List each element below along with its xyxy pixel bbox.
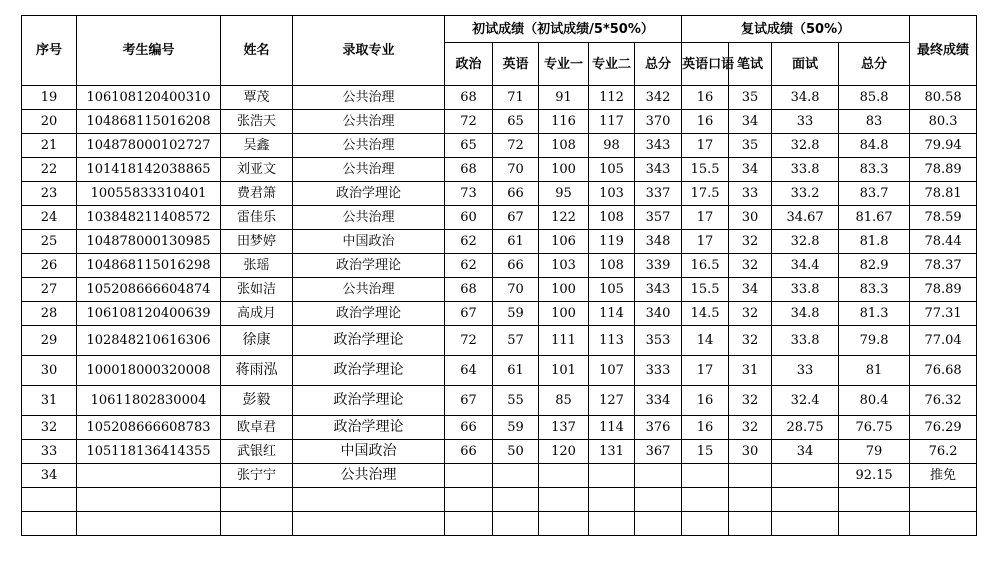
cell-english: 65 — [493, 110, 539, 134]
header-prelim-total: 总分 — [635, 43, 682, 86]
empty-row — [22, 512, 977, 536]
cell-oral-english: 16 — [682, 86, 729, 110]
cell-major1: 91 — [539, 86, 589, 110]
cell-politics: 62 — [445, 230, 493, 254]
cell-exam-id — [77, 464, 221, 488]
cell-english — [493, 464, 539, 488]
cell-interview: 33.2 — [772, 182, 839, 206]
cell-english: 66 — [493, 254, 539, 278]
header-written: 笔试 — [729, 43, 772, 86]
header-major: 录取专业 — [293, 16, 445, 86]
cell-retest-total: 84.8 — [839, 134, 910, 158]
cell-retest-total: 83.3 — [839, 158, 910, 182]
table-row — [22, 464, 977, 488]
cell-retest-total: 92.15 — [839, 464, 910, 488]
table-row — [22, 158, 977, 182]
cell-exam-id: 104868115016298 — [77, 254, 221, 278]
cell-interview: 34.67 — [772, 206, 839, 230]
cell-written: 34 — [729, 158, 772, 182]
cell-seq: 29 — [22, 326, 77, 356]
cell-seq: 24 — [22, 206, 77, 230]
cell-prelim-total: 370 — [635, 110, 682, 134]
cell-retest-total: 79 — [839, 440, 910, 464]
table-row — [22, 206, 977, 230]
cell-english: 61 — [493, 356, 539, 386]
cell-major1: 111 — [539, 326, 589, 356]
cell-exam-id: 105208666604874 — [77, 278, 221, 302]
cell-final: 78.59 — [910, 206, 977, 230]
cell-major2: 103 — [589, 182, 635, 206]
cell-prelim-total: 376 — [635, 416, 682, 440]
cell-retest-total: 76.75 — [839, 416, 910, 440]
cell-english: 55 — [493, 386, 539, 416]
cell-final: 76.68 — [910, 356, 977, 386]
cell-name: 张如洁 — [221, 278, 293, 302]
cell-politics: 67 — [445, 302, 493, 326]
cell-major: 公共治理 — [293, 464, 445, 488]
header-name: 姓名 — [221, 16, 293, 86]
cell-final: 78.37 — [910, 254, 977, 278]
cell-oral-english: 15.5 — [682, 158, 729, 182]
table-row — [22, 182, 977, 206]
cell-english: 66 — [493, 182, 539, 206]
cell-major: 政治学理论 — [293, 182, 445, 206]
table-row — [22, 326, 977, 356]
cell-seq: 30 — [22, 356, 77, 386]
cell-english: 57 — [493, 326, 539, 356]
cell-exam-id: 103848211408572 — [77, 206, 221, 230]
cell-oral-english: 16 — [682, 416, 729, 440]
cell-exam-id: 104878000102727 — [77, 134, 221, 158]
cell-seq: 23 — [22, 182, 77, 206]
cell-oral-english: 16.5 — [682, 254, 729, 278]
cell-major2: 127 — [589, 386, 635, 416]
cell-interview: 33.8 — [772, 278, 839, 302]
cell-major: 政治学理论 — [293, 386, 445, 416]
cell-prelim-total: 337 — [635, 182, 682, 206]
cell-name: 高成月 — [221, 302, 293, 326]
cell-final: 77.04 — [910, 326, 977, 356]
cell-politics: 72 — [445, 326, 493, 356]
cell-politics: 65 — [445, 134, 493, 158]
table-row — [22, 440, 977, 464]
table-row — [22, 86, 977, 110]
cell-politics: 68 — [445, 86, 493, 110]
cell-written: 32 — [729, 230, 772, 254]
cell-english: 67 — [493, 206, 539, 230]
cell-politics: 60 — [445, 206, 493, 230]
cell-interview: 32.8 — [772, 230, 839, 254]
header-retest-group: 复试成绩（50%） — [682, 16, 910, 43]
cell-interview: 33 — [772, 356, 839, 386]
cell-name: 蒋雨泓 — [221, 356, 293, 386]
cell-seq: 34 — [22, 464, 77, 488]
cell-major2: 105 — [589, 158, 635, 182]
cell-retest-total: 83.3 — [839, 278, 910, 302]
cell-final: 76.29 — [910, 416, 977, 440]
cell-major: 公共治理 — [293, 134, 445, 158]
cell-prelim-total: 334 — [635, 386, 682, 416]
cell-written: 32 — [729, 326, 772, 356]
cell-major1: 100 — [539, 278, 589, 302]
cell-written: 32 — [729, 302, 772, 326]
admission-score-table — [21, 15, 977, 536]
cell-written: 33 — [729, 182, 772, 206]
cell-final: 推免 — [910, 464, 977, 488]
cell-major2: 114 — [589, 416, 635, 440]
cell-politics: 64 — [445, 356, 493, 386]
cell-exam-id: 106108120400639 — [77, 302, 221, 326]
cell-major1: 95 — [539, 182, 589, 206]
table-row — [22, 134, 977, 158]
cell-name: 张瑶 — [221, 254, 293, 278]
table-row — [22, 386, 977, 416]
cell-major2: 113 — [589, 326, 635, 356]
cell-prelim-total: 367 — [635, 440, 682, 464]
table-row — [22, 230, 977, 254]
cell-seq: 27 — [22, 278, 77, 302]
cell-seq: 20 — [22, 110, 77, 134]
header-seq: 序号 — [22, 16, 77, 86]
cell-name: 欧卓君 — [221, 416, 293, 440]
cell-english: 72 — [493, 134, 539, 158]
cell-politics: 68 — [445, 278, 493, 302]
cell-exam-id: 101418142038865 — [77, 158, 221, 182]
cell-oral-english: 16 — [682, 386, 729, 416]
cell-final: 80.58 — [910, 86, 977, 110]
cell-interview: 28.75 — [772, 416, 839, 440]
table-body — [22, 86, 977, 536]
cell-exam-id: 104878000130985 — [77, 230, 221, 254]
cell-politics — [445, 464, 493, 488]
cell-oral-english: 17 — [682, 356, 729, 386]
cell-name: 张浩天 — [221, 110, 293, 134]
cell-interview: 32.8 — [772, 134, 839, 158]
cell-prelim-total: 343 — [635, 278, 682, 302]
cell-major1: 137 — [539, 416, 589, 440]
cell-written: 34 — [729, 110, 772, 134]
cell-major: 中国政治 — [293, 440, 445, 464]
cell-final: 76.2 — [910, 440, 977, 464]
cell-oral-english: 15 — [682, 440, 729, 464]
cell-exam-id: 105208666608783 — [77, 416, 221, 440]
cell-english: 59 — [493, 302, 539, 326]
cell-major1: 122 — [539, 206, 589, 230]
cell-major2: 114 — [589, 302, 635, 326]
cell-major: 公共治理 — [293, 206, 445, 230]
cell-prelim-total: 339 — [635, 254, 682, 278]
cell-name: 雷佳乐 — [221, 206, 293, 230]
cell-interview: 33.8 — [772, 158, 839, 182]
cell-written: 35 — [729, 134, 772, 158]
cell-major2: 107 — [589, 356, 635, 386]
cell-oral-english — [682, 464, 729, 488]
cell-written: 31 — [729, 356, 772, 386]
cell-retest-total: 83.7 — [839, 182, 910, 206]
cell-retest-total: 81.8 — [839, 230, 910, 254]
cell-final: 78.81 — [910, 182, 977, 206]
cell-interview: 34.4 — [772, 254, 839, 278]
header-interview: 面试 — [772, 43, 839, 86]
cell-retest-total: 80.4 — [839, 386, 910, 416]
table-row — [22, 302, 977, 326]
cell-name: 刘亚文 — [221, 158, 293, 182]
cell-interview — [772, 464, 839, 488]
cell-major1: 100 — [539, 158, 589, 182]
cell-exam-id: 10611802830004 — [77, 386, 221, 416]
cell-english: 70 — [493, 158, 539, 182]
cell-prelim-total: 348 — [635, 230, 682, 254]
cell-politics: 66 — [445, 440, 493, 464]
cell-retest-total: 79.8 — [839, 326, 910, 356]
cell-politics: 72 — [445, 110, 493, 134]
cell-name: 田梦婷 — [221, 230, 293, 254]
cell-major1: 100 — [539, 302, 589, 326]
cell-major: 公共治理 — [293, 110, 445, 134]
header-exam-id: 考生编号 — [77, 16, 221, 86]
cell-major2: 98 — [589, 134, 635, 158]
cell-final: 80.3 — [910, 110, 977, 134]
cell-written: 32 — [729, 416, 772, 440]
cell-name: 张宁宁 — [221, 464, 293, 488]
cell-name: 徐康 — [221, 326, 293, 356]
cell-major: 政治学理论 — [293, 326, 445, 356]
cell-major2: 131 — [589, 440, 635, 464]
header-prelim-group: 初试成绩（初试成绩/5*50%） — [445, 16, 682, 43]
cell-major2: 117 — [589, 110, 635, 134]
cell-oral-english: 17 — [682, 230, 729, 254]
cell-interview: 34 — [772, 440, 839, 464]
cell-seq: 28 — [22, 302, 77, 326]
cell-written: 32 — [729, 254, 772, 278]
cell-major1: 106 — [539, 230, 589, 254]
cell-interview: 34.8 — [772, 302, 839, 326]
cell-written: 30 — [729, 206, 772, 230]
cell-seq: 19 — [22, 86, 77, 110]
cell-retest-total: 81.67 — [839, 206, 910, 230]
cell-retest-total: 81 — [839, 356, 910, 386]
cell-name: 费君箫 — [221, 182, 293, 206]
cell-major1 — [539, 464, 589, 488]
cell-seq: 31 — [22, 386, 77, 416]
cell-major1: 103 — [539, 254, 589, 278]
cell-oral-english: 17 — [682, 134, 729, 158]
header-retest-total: 总分 — [839, 43, 910, 86]
cell-exam-id: 106108120400310 — [77, 86, 221, 110]
cell-major1: 85 — [539, 386, 589, 416]
header-final: 最终成绩 — [910, 16, 977, 86]
cell-exam-id: 10055833310401 — [77, 182, 221, 206]
cell-exam-id: 102848210616306 — [77, 326, 221, 356]
cell-major: 政治学理论 — [293, 254, 445, 278]
cell-written: 35 — [729, 86, 772, 110]
header-politics: 政治 — [445, 43, 493, 86]
cell-seq: 32 — [22, 416, 77, 440]
empty-row — [22, 488, 977, 512]
cell-oral-english: 16 — [682, 110, 729, 134]
header-oral-english: 英语口语 — [682, 43, 729, 86]
cell-seq: 26 — [22, 254, 77, 278]
cell-politics: 73 — [445, 182, 493, 206]
cell-prelim-total: 343 — [635, 134, 682, 158]
cell-prelim-total — [635, 464, 682, 488]
cell-major1: 120 — [539, 440, 589, 464]
cell-retest-total: 85.8 — [839, 86, 910, 110]
cell-final: 76.32 — [910, 386, 977, 416]
cell-major: 政治学理论 — [293, 302, 445, 326]
cell-final: 78.89 — [910, 158, 977, 182]
cell-exam-id: 105118136414355 — [77, 440, 221, 464]
cell-english: 61 — [493, 230, 539, 254]
cell-prelim-total: 342 — [635, 86, 682, 110]
cell-prelim-total: 343 — [635, 158, 682, 182]
cell-major: 政治学理论 — [293, 356, 445, 386]
cell-major: 政治学理论 — [293, 416, 445, 440]
cell-oral-english: 17 — [682, 206, 729, 230]
cell-retest-total: 81.3 — [839, 302, 910, 326]
cell-politics: 62 — [445, 254, 493, 278]
cell-major: 公共治理 — [293, 278, 445, 302]
cell-oral-english: 14 — [682, 326, 729, 356]
cell-seq: 21 — [22, 134, 77, 158]
header-major1: 专业一 — [539, 43, 589, 86]
table-row — [22, 278, 977, 302]
cell-final: 78.44 — [910, 230, 977, 254]
cell-major2: 119 — [589, 230, 635, 254]
cell-name: 覃茂 — [221, 86, 293, 110]
header-major2: 专业二 — [589, 43, 635, 86]
cell-seq: 33 — [22, 440, 77, 464]
table-row — [22, 254, 977, 278]
cell-major1: 101 — [539, 356, 589, 386]
cell-major1: 108 — [539, 134, 589, 158]
cell-major: 中国政治 — [293, 230, 445, 254]
cell-english: 50 — [493, 440, 539, 464]
cell-english: 70 — [493, 278, 539, 302]
cell-english: 71 — [493, 86, 539, 110]
cell-major2: 108 — [589, 206, 635, 230]
header-english: 英语 — [493, 43, 539, 86]
table-row — [22, 356, 977, 386]
cell-prelim-total: 357 — [635, 206, 682, 230]
cell-major: 公共治理 — [293, 158, 445, 182]
cell-major2: 108 — [589, 254, 635, 278]
cell-interview: 34.8 — [772, 86, 839, 110]
cell-english: 59 — [493, 416, 539, 440]
cell-interview: 32.4 — [772, 386, 839, 416]
cell-name: 吴鑫 — [221, 134, 293, 158]
cell-written: 32 — [729, 386, 772, 416]
cell-politics: 66 — [445, 416, 493, 440]
cell-prelim-total: 353 — [635, 326, 682, 356]
cell-oral-english: 17.5 — [682, 182, 729, 206]
cell-interview: 33 — [772, 110, 839, 134]
cell-interview: 33.8 — [772, 326, 839, 356]
table-row — [22, 110, 977, 134]
cell-exam-id: 100018000320008 — [77, 356, 221, 386]
cell-name: 彭毅 — [221, 386, 293, 416]
cell-final: 79.94 — [910, 134, 977, 158]
cell-major2: 105 — [589, 278, 635, 302]
cell-retest-total: 83 — [839, 110, 910, 134]
cell-final: 78.89 — [910, 278, 977, 302]
cell-major1: 116 — [539, 110, 589, 134]
cell-seq: 22 — [22, 158, 77, 182]
cell-major: 公共治理 — [293, 86, 445, 110]
cell-exam-id: 104868115016208 — [77, 110, 221, 134]
cell-written: 34 — [729, 278, 772, 302]
cell-written: 30 — [729, 440, 772, 464]
cell-politics: 68 — [445, 158, 493, 182]
cell-major2 — [589, 464, 635, 488]
cell-name: 武银红 — [221, 440, 293, 464]
cell-politics: 67 — [445, 386, 493, 416]
cell-seq: 25 — [22, 230, 77, 254]
cell-final: 77.31 — [910, 302, 977, 326]
cell-oral-english: 15.5 — [682, 278, 729, 302]
cell-retest-total: 82.9 — [839, 254, 910, 278]
cell-prelim-total: 340 — [635, 302, 682, 326]
cell-oral-english: 14.5 — [682, 302, 729, 326]
table-row — [22, 416, 977, 440]
cell-prelim-total: 333 — [635, 356, 682, 386]
cell-major2: 112 — [589, 86, 635, 110]
cell-written — [729, 464, 772, 488]
